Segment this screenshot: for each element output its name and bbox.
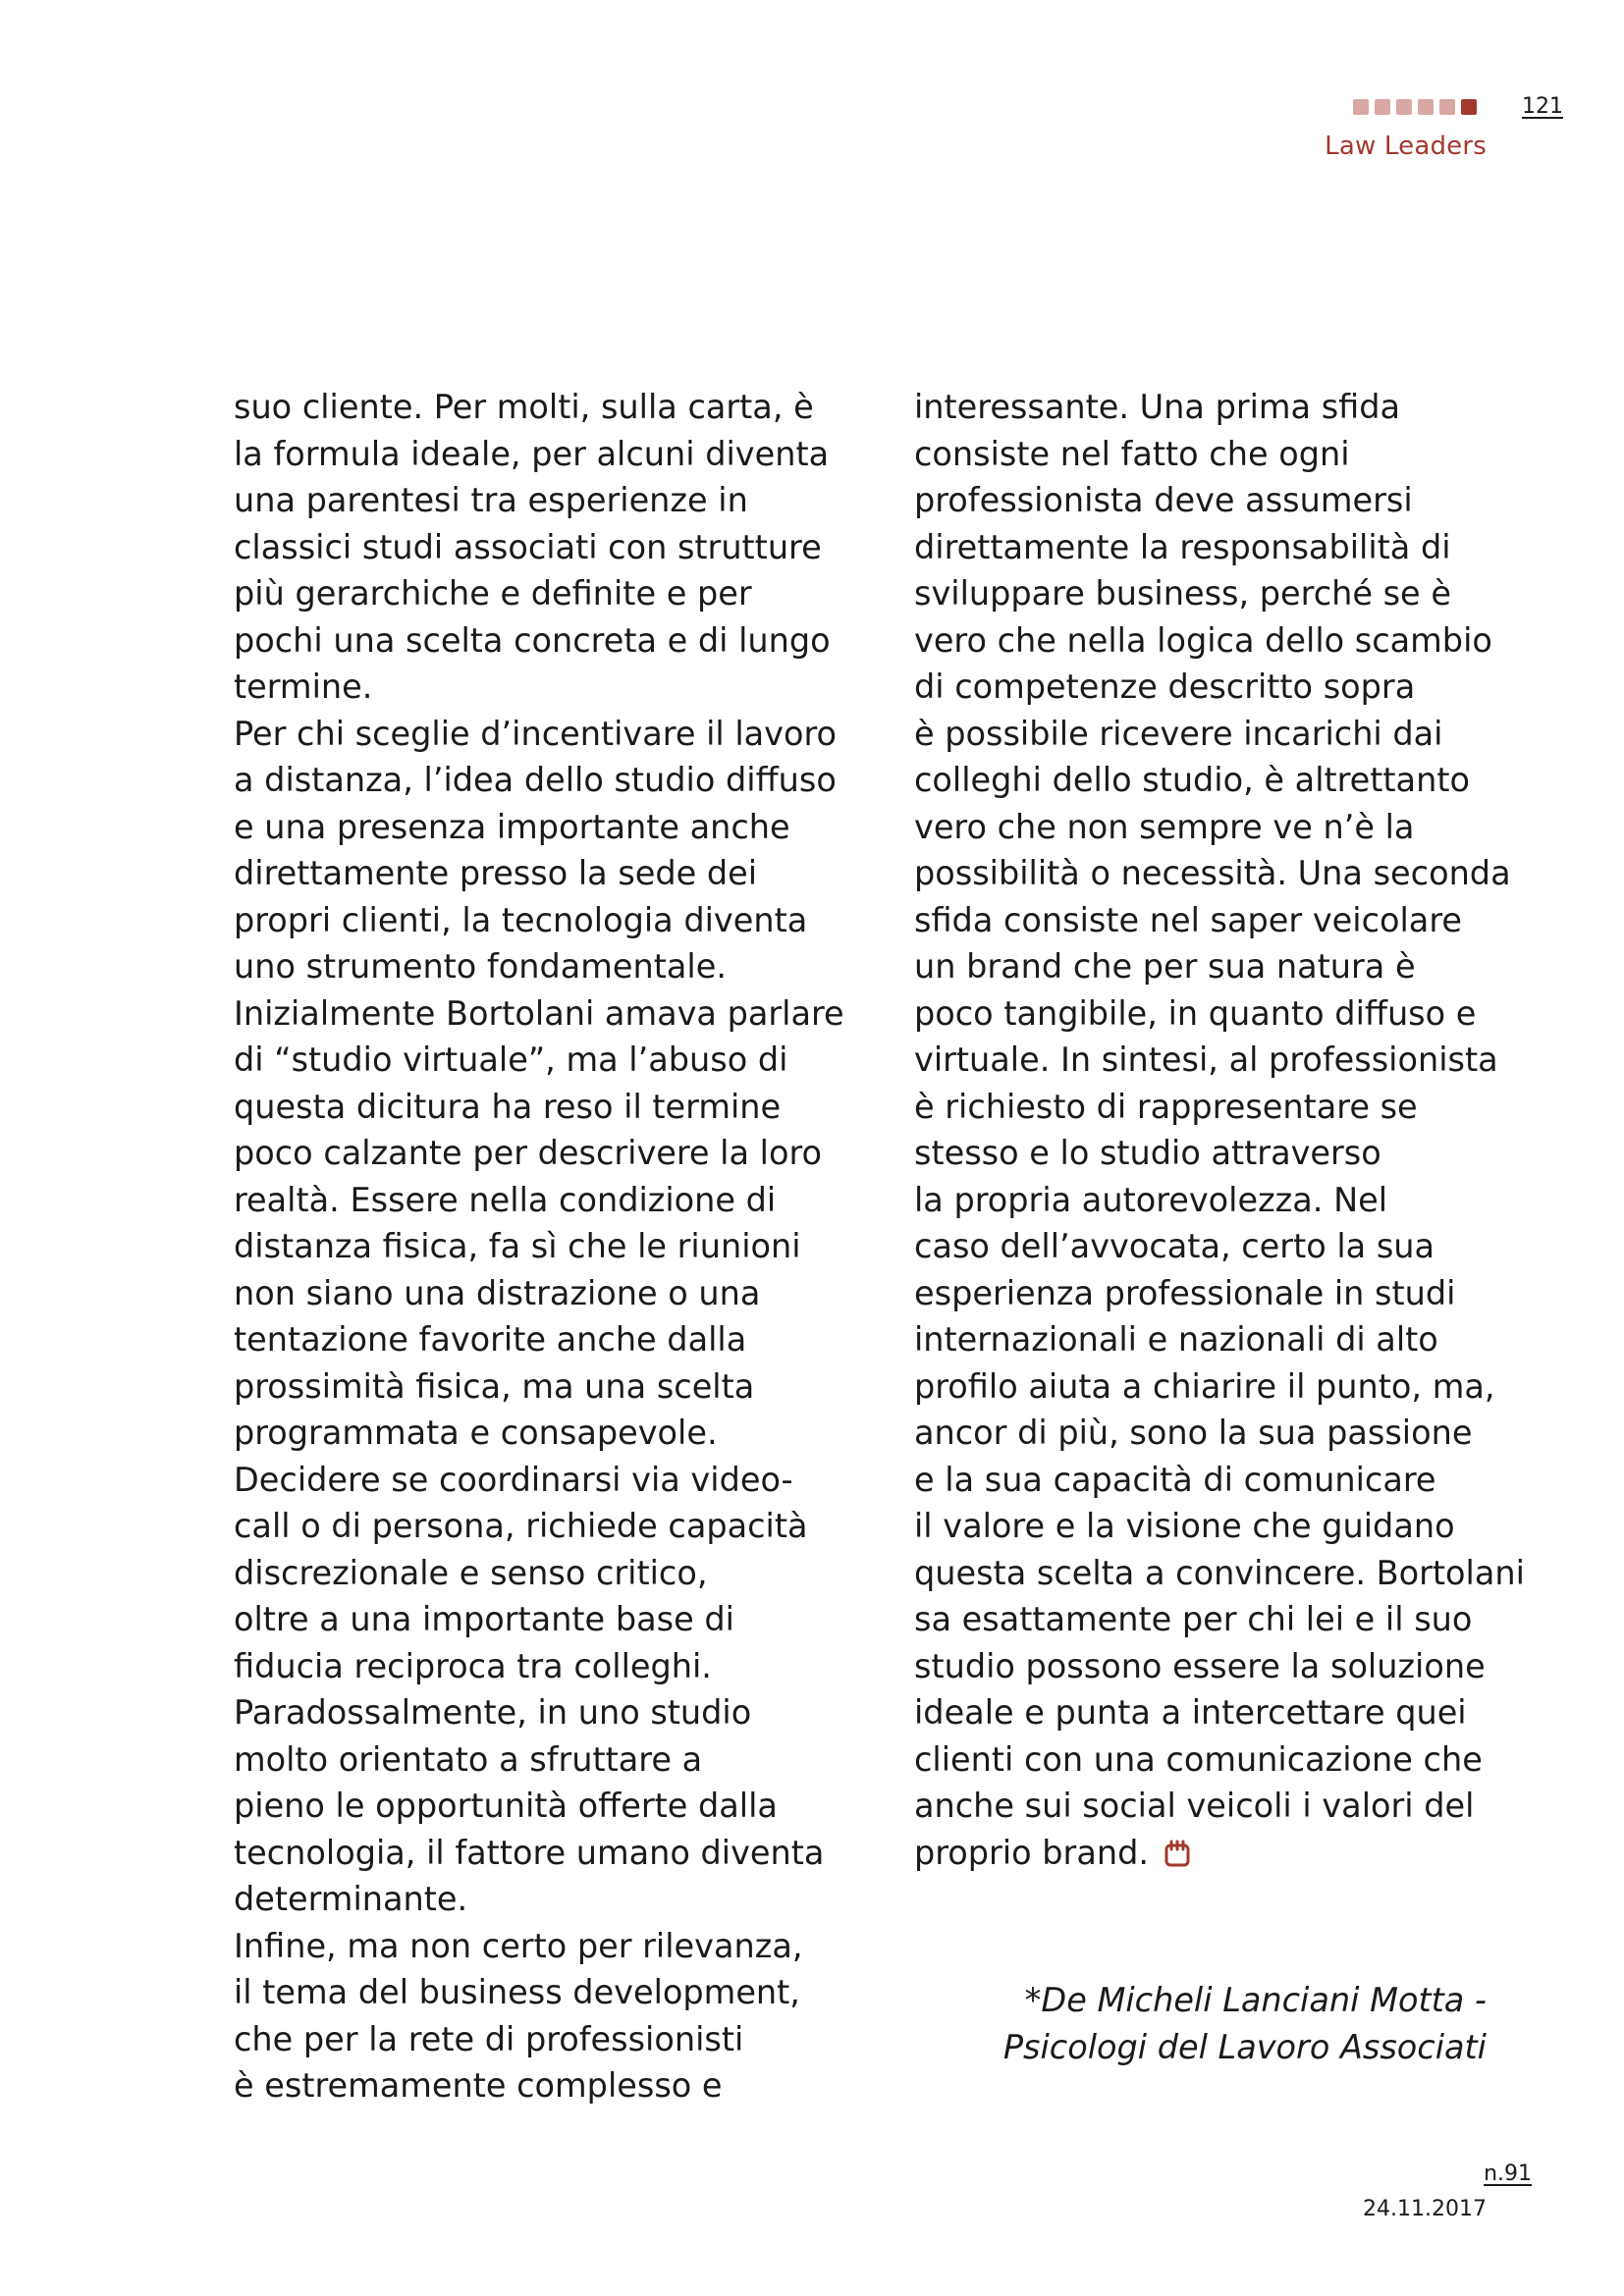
article-text-line: più gerarchiche e definite e per	[234, 574, 752, 613]
article-text-line: programmata e consapevole.	[234, 1414, 718, 1452]
article-text-line: non siano una distrazione o una	[234, 1273, 761, 1312]
article-text-line: il valore e la visione che guidano	[914, 1507, 1455, 1545]
article-text-line: molto orientato a sfruttare a	[234, 1739, 703, 1779]
article-text-line: internazionali e nazionali di alto	[914, 1320, 1438, 1359]
article-text-line: è richiesto di rappresentare se	[914, 1087, 1418, 1126]
article-text-line: una parentesi tra esperienze in	[234, 481, 748, 519]
article-text-line: possibilità o necessità. Una seconda	[914, 854, 1511, 892]
article-text-line: virtuale. In sintesi, al professionista	[914, 1041, 1498, 1079]
article-text-line: discrezionale e senso critico,	[234, 1553, 708, 1592]
article-text-line: è estremamente complesso e	[234, 2066, 723, 2105]
article-text-line: interessante. Una prima sfida	[914, 388, 1401, 426]
article-text-line: profilo aiuta a chiarire il punto, ma,	[914, 1366, 1495, 1406]
article-text-line: poco tangibile, in quanto diffuso e	[914, 993, 1477, 1033]
article-text-line: proprio brand.	[914, 1830, 1525, 1877]
article-text-line: tentazione favorite anche dalla	[234, 1320, 747, 1359]
article-text-line: realtà. Essere nella condizione di	[234, 1180, 777, 1219]
progress-marker-active	[1461, 99, 1477, 115]
article-text-line: il tema del business development,	[234, 1973, 800, 2011]
article-text-line: Inizialmente Bortolani amava parlare	[234, 993, 844, 1033]
article-text-line: a distanza, l’idea dello studio diffuso	[234, 761, 837, 799]
article-text-line: consiste nel fatto che ogni	[914, 434, 1350, 473]
progress-marker	[1439, 99, 1455, 115]
article-text-line: tecnologia, il fattore umano diventa	[234, 1833, 825, 1872]
article-text-line: pochi una scelta concreta e di lungo	[234, 620, 831, 660]
article-text-line: sfida consiste nel saper veicolare	[914, 900, 1462, 939]
article-text-line: Per chi sceglie d’incentivare il lavoro	[234, 714, 838, 753]
article-text-line: direttamente la responsabilità di	[914, 527, 1451, 566]
article-text-line: questa scelta a convincere. Bortolani	[914, 1553, 1525, 1592]
issue-number: n.91	[1484, 2162, 1532, 2186]
article-text-line: esperienza professionale in studi	[914, 1273, 1456, 1312]
article-text-line: propri clienti, la tecnologia diventa	[234, 900, 808, 939]
progress-marker	[1396, 99, 1412, 115]
article-text-line: studio possono essere la soluzione	[914, 1646, 1486, 1685]
article-text-line: oltre a una importante base di	[234, 1600, 734, 1638]
article-text-line: vero che non sempre ve n’è la	[914, 807, 1415, 846]
article-text-line: ideale e punta a intercettare quei	[914, 1693, 1467, 1732]
article-text-line: sviluppare business, perché se è	[914, 574, 1451, 613]
section-title: Law Leaders	[1325, 132, 1487, 161]
article-text-line: direttamente presso la sede dei	[234, 854, 758, 892]
end-of-article-icon	[1163, 1839, 1192, 1868]
article-text-line: pieno le opportunità offerte dalla	[234, 1787, 778, 1825]
article-text-line: termine.	[234, 667, 373, 706]
progress-marker	[1353, 99, 1369, 115]
article-text-line: caso dell’avvocata, certo la sua	[914, 1227, 1435, 1265]
article-text-line: la formula ideale, per alcuni diventa	[234, 434, 830, 473]
article-text-line: di “studio virtuale”, ma l’abuso di	[234, 1041, 788, 1079]
author-credit-line: *De Micheli Lanciani Motta -	[1024, 1981, 1487, 2019]
article-text-line: di competenze descritto sopra	[914, 667, 1416, 706]
article-text-line: la propria autorevolezza. Nel	[914, 1180, 1388, 1219]
article-text-line: Decidere se coordinarsi via video-	[234, 1460, 793, 1499]
article-text-line: anche sui social veicoli i valori del	[914, 1787, 1475, 1825]
article-text-line: poco calzante per descrivere la loro	[234, 1134, 822, 1172]
author-credit-line: Psicologi del Lavoro Associati	[1002, 2027, 1487, 2066]
article-text-line: uno strumento fondamentale.	[234, 947, 727, 986]
section-progress-markers	[1353, 99, 1477, 115]
article-column-right	[914, 384, 1525, 1876]
article-text-line: prossimità fisica, ma una scelta	[234, 1366, 755, 1406]
issue-date: 24.11.2017	[1363, 2197, 1487, 2221]
author-credit	[1003, 1977, 1487, 2070]
article-text-line: fiducia reciproca tra colleghi.	[234, 1646, 712, 1685]
article-text-line: classici studi associati con strutture	[234, 527, 822, 566]
article-text-line: professionista deve assumersi	[914, 481, 1413, 519]
article-text-line: stesso e lo studio attraverso	[914, 1134, 1381, 1172]
article-text-line: determinante.	[234, 1880, 468, 1918]
article-text-line: vero che nella logica dello scambio	[914, 620, 1492, 660]
article-text-line: Infine, ma non certo per rilevanza,	[234, 1926, 803, 1965]
article-text-line: distanza fisica, fa sì che le riunioni	[234, 1227, 801, 1265]
article-text-line: suo cliente. Per molti, sulla carta, è	[234, 388, 814, 426]
article-text-line: clienti con una comunicazione che	[914, 1739, 1483, 1779]
page-number: 121	[1522, 94, 1563, 119]
article-text-line: e una presenza importante anche	[234, 807, 790, 846]
article-text-line: questa dicitura ha reso il termine	[234, 1087, 782, 1126]
article-text-line: colleghi dello studio, è altrettanto	[914, 761, 1470, 799]
progress-marker	[1418, 99, 1434, 115]
article-text-line: e la sua capacità di comunicare	[914, 1460, 1436, 1499]
article-text-line: un brand che per sua natura è	[914, 947, 1416, 986]
progress-marker	[1375, 99, 1390, 115]
article-text-line: call o di persona, richiede capacità	[234, 1507, 808, 1545]
article-text-line: Paradossalmente, in uno studio	[234, 1693, 752, 1732]
article-text-line: è possibile ricevere incarichi dai	[914, 714, 1443, 753]
article-text-line: che per la rete di professionisti	[234, 2019, 744, 2058]
article-column-left	[234, 384, 844, 2109]
article-text-line: sa esattamente per chi lei e il suo	[914, 1600, 1473, 1638]
article-text-line: ancor di più, sono la sua passione	[914, 1414, 1473, 1452]
